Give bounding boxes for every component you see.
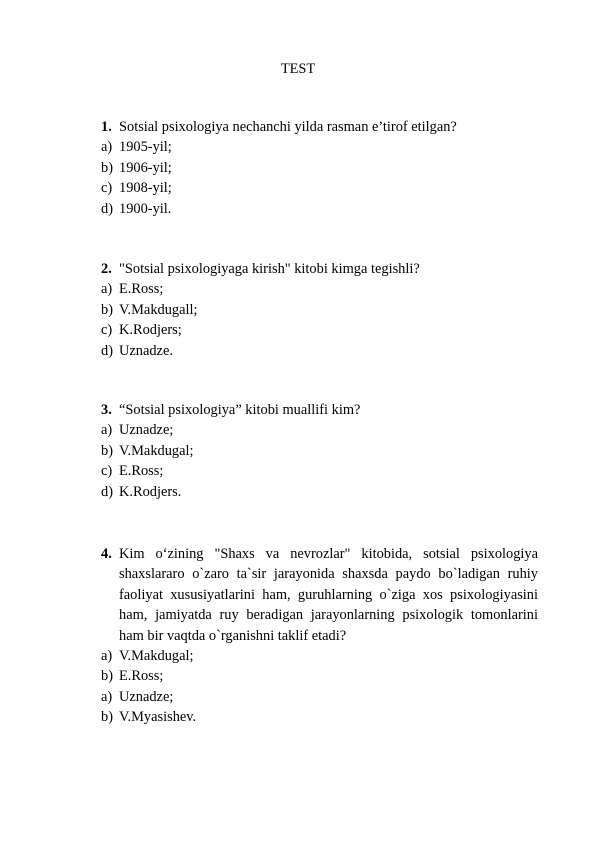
answer-option <box>101 320 538 340</box>
question-number: 2. <box>101 261 112 277</box>
option-text: V.Myasishev. <box>119 709 197 726</box>
answer-option <box>101 199 538 219</box>
option-letter: b) <box>101 301 113 318</box>
option-text: V.Makdugal; <box>119 442 194 459</box>
option-text: V.Makdugal; <box>119 648 194 665</box>
option-letter: a) <box>101 281 113 298</box>
answer-option <box>101 461 538 481</box>
question-1 <box>101 117 538 219</box>
option-text: E.Ross; <box>119 668 164 685</box>
answer-option <box>101 687 538 707</box>
option-letter: a) <box>101 688 113 705</box>
answer-option <box>101 707 538 727</box>
option-text: Uznadze; <box>119 688 174 705</box>
option-letter: b) <box>101 709 113 726</box>
answer-option <box>101 341 538 361</box>
question-text: Sotsial psixologiya nechanchi yilda rasman e’tirof etilgan? <box>119 119 457 135</box>
option-letter: b) <box>101 442 113 459</box>
option-letter: a) <box>101 422 113 439</box>
option-text: E.Ross; <box>119 281 164 298</box>
answer-option <box>101 158 538 178</box>
option-text: E.Ross; <box>119 463 164 480</box>
option-text: 1905-yil; <box>119 139 172 156</box>
question-text-row <box>101 544 538 646</box>
option-letter: d) <box>101 483 113 500</box>
question-4 <box>101 544 538 728</box>
answer-option <box>101 441 538 461</box>
option-text: K.Rodjers; <box>119 322 182 339</box>
question-3 <box>101 400 538 502</box>
answer-option <box>101 300 538 320</box>
option-text: 1908-yil; <box>119 180 172 197</box>
question-text: “Sotsial psixologiya” kitobi muallifi kim? <box>119 402 361 418</box>
option-letter: c) <box>101 322 113 339</box>
option-letter: c) <box>101 180 113 197</box>
answer-option <box>101 137 538 157</box>
question-number: 1. <box>101 119 112 135</box>
option-letter: b) <box>101 668 113 685</box>
option-text: Uznadze; <box>119 422 174 439</box>
answer-option <box>101 279 538 299</box>
question-text: "Sotsial psixologiyaga kirish" kitobi kimga tegishli? <box>119 261 420 277</box>
option-text: V.Makdugall; <box>119 301 198 318</box>
option-text: Uznadze. <box>119 342 173 359</box>
page-title: TEST <box>280 61 316 77</box>
question-number: 3. <box>101 402 112 418</box>
option-text: K.Rodjers. <box>119 483 182 500</box>
option-letter: d) <box>101 200 113 217</box>
option-letter: a) <box>101 139 113 156</box>
option-letter: c) <box>101 463 113 480</box>
answer-option <box>101 420 538 440</box>
question-text-row <box>101 117 538 137</box>
question-number: 4. <box>101 546 112 562</box>
question-text: Kim o‘zining "Shaxs va nevrozlar" kitobida, sotsial psixologiya shaxslararo o`zaro ta`sir jarayonida shaxsda paydo bo`ladigan ruhiy faoliyat xususiyatlarini ham, guruhlarning o`ziga xos psixologiyasini ham, jamiyatda ruy beradigan jarayonlarning psixologik tomonlarini ham bir vaqtda o`rganishni taklif etadi? <box>119 546 538 644</box>
question-text-row <box>101 259 538 279</box>
option-letter: b) <box>101 159 113 176</box>
question-text-row <box>101 400 538 420</box>
answer-option <box>101 666 538 686</box>
option-letter: a) <box>101 648 113 665</box>
answer-option <box>101 482 538 502</box>
answer-option <box>101 178 538 198</box>
option-text: 1900-yil. <box>119 200 172 217</box>
option-text: 1906-yil; <box>119 159 172 176</box>
question-2 <box>101 259 538 361</box>
option-letter: d) <box>101 342 113 359</box>
answer-option <box>101 646 538 666</box>
